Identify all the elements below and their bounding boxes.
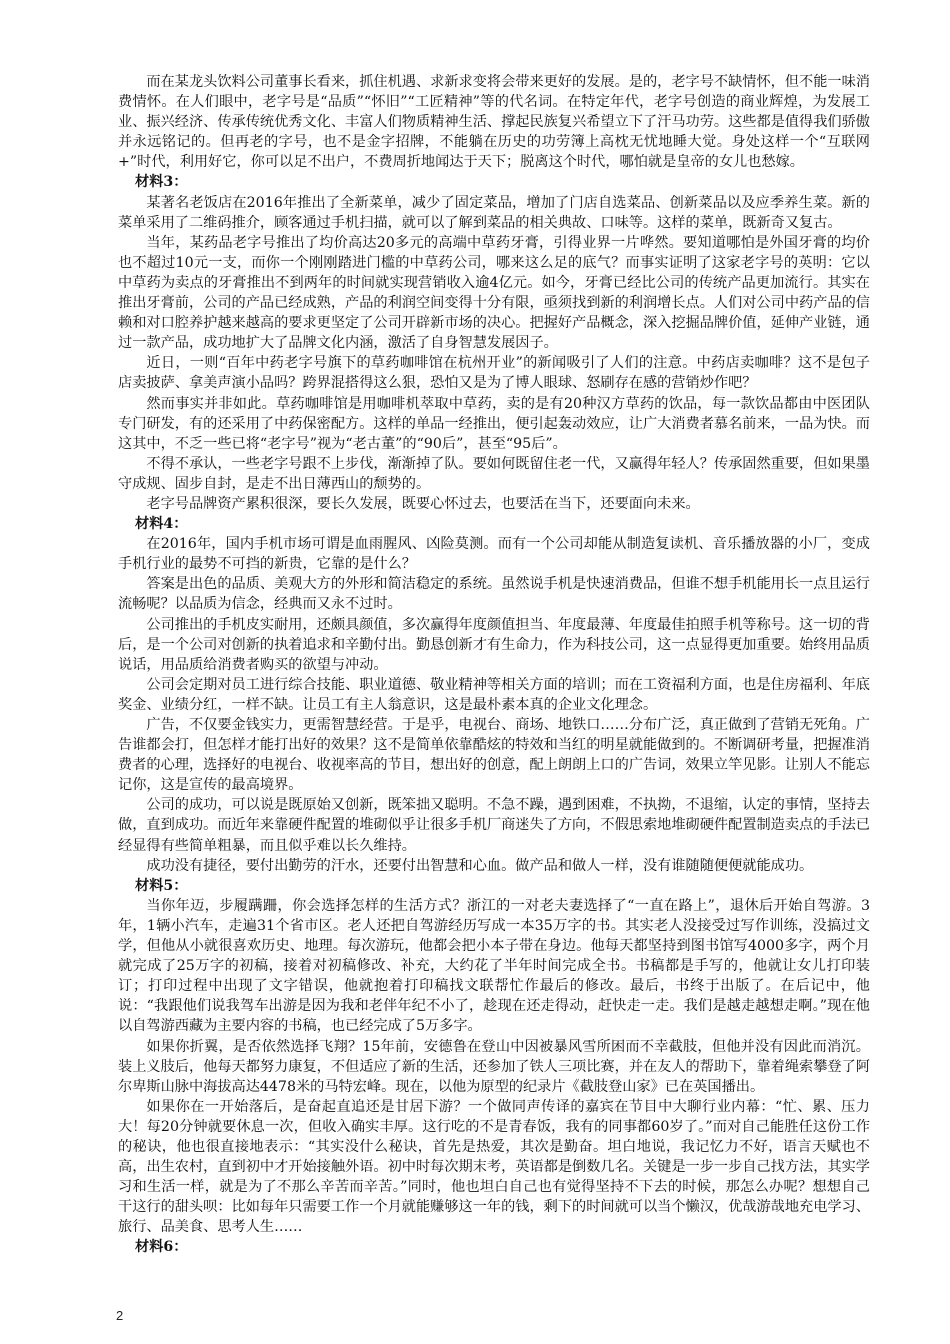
document-body [118, 72, 870, 1258]
paragraph: 某著名老饭店在2016年推出了全新菜单，减少了固定菜品，增加了门店自选菜品、创新菜品以及应季养生菜。新的菜单采用了二维码推介，顾客通过手机扫描，就可以了解到菜品的相关典故、口味等。这样的菜单，既新奇又复古。 [118, 194, 870, 231]
paragraph: 而在某龙头饮料公司董事长看来，抓住机遇、求新求变将会带来更好的发展。是的，老字号不缺情怀，但不能一味消费情怀。在人们眼中，老字号是“品质”“怀旧”“工匠精神”等的代名词。在特定年代，老字号创造的商业辉煌，为发展工业、振兴经济、传承传统优秀文化、丰富人们物质精神生活、撑起民族复兴希望立下了汗马功劳。这些都是值得我们骄傲并永远铭记的。但再老的字号，也不是金字招牌，不能躺在历史的功劳簿上高枕无忧地睡大觉。身处这样一个“互联网+”时代，利用好它，你可以足不出户，不费周折地闻达于天下；脱离这个时代，哪怕就是皇帝的女儿也愁嫁。 [118, 74, 870, 171]
paragraph: 当你年迈，步履蹒跚，你会选择怎样的生活方式？浙江的一对老夫妻选择了“一直在路上”，退休后开始自驾游。3年，1辆小汽车，走遍31个省市区。老人还把自驾游经历写成一本35万字的书。其实老人没接受过写作训练，没搞过文学，但他从小就很喜欢历史、地理。每次游玩，他都会把小本子带在身边。他每天都坚持到图书馆写4000多字，两个月就完成了25万字的初稿，接着对初稿修改、补充，大约花了半年时间完成全书。书稿都是手写的，他就让女儿打印装订；打印过程中出现了文字错误，他就抱着打印稿找文联帮忙作最后的修改。最后，书终于出版了。在后记中，他说：“我跟他们说我驾车出游是因为我和老伴年纪不小了，趁现在还走得动，赶快走一走。我们是越走越想走啊。”现在他以自驾游西藏为主要内容的书稿，也已经完成了5万多字。 [118, 897, 870, 1035]
paragraph: 成功没有捷径，要付出勤劳的汗水，还要付出智慧和心血。做产品和做人一样，没有谁随随便便就能成功。 [146, 857, 814, 874]
paragraph: 当年，某药品老字号推出了均价高达20多元的高端中草药牙膏，引得业界一片哗然。要知道哪怕是外国牙膏的均价也不超过10元一支，而你一个刚刚踏进门槛的中草药公司，哪来这么足的底气？而事实证明了这家老字号的英明：它以中草药为卖点的牙膏推出不到两年的时间就实现营销收入逾4亿元。如今，牙膏已经比公司的传统产品更加流行。其实在推出牙膏前，公司的产品已经成熟，产品的利润空间变得十分有限，亟须找到新的利润增长点。人们对公司中药产品的信赖和对口腔养护越来越高的要求更坚定了公司开辟新市场的决心。把握好产品概念，深入挖掘品牌价值，延伸产业链，通过一款产品，成功地扩大了品牌文化内涵，激活了自身智慧发展因子。 [118, 234, 870, 352]
section-heading: 材料3： [135, 174, 188, 191]
paragraph: 公司的成功，可以说是既原始又创新，既笨拙又聪明。不急不躁，遇到困难，不执拗，不退缩，认定的事情，坚持去做，直到成功。而近年来靠硬件配置的堆砌似乎让很多手机厂商迷失了方向，不假思索地堆砌硬件配置制造卖点的手法已经显得有些简单粗暴，而且似乎难以长久维持。 [118, 797, 870, 854]
section-heading: 材料5： [135, 877, 188, 894]
paragraph: 广告，不仅要金钱实力，更需智慧经营。于是乎，电视台、商场、地铁口……分布广泛，真正做到了营销无死角。广告谁都会打，但怎样才能打出好的效果？这不是简单依靠酷炫的特效和当红的明星就能做到的。不断调研考量，把握准消费者的心理，选择好的电视台、收视率高的节目，想出好的创意，配上朗朗上口的广告词，效果立竿见影。让别人不能忘记你，这是宣传的最高境界。 [118, 717, 870, 794]
page-number: 2 [116, 1308, 124, 1323]
paragraph: 公司会定期对员工进行综合技能、职业道德、敬业精神等相关方面的培训；而在工资福利方面，也是住房福利、年底奖金、业绩分红，一样不缺。让员工有主人翁意识，这是最朴素本真的企业文化理念。 [118, 676, 870, 713]
paragraph: 然而事实并非如此。草药咖啡馆是用咖啡机萃取中草药，卖的是有20种汉方草药的饮品，每一款饮品都由中医团队专门研发，有的还采用了中药保密配方。这样的单品一经推出，便引起轰动效应，让广大消费者慕名前来，一品为快。而这其中，不乏一些已将“老字号”视为“老古董”的“90后”，甚至“95后”。 [118, 395, 870, 452]
paragraph: 近日，一则“百年中药老字号旗下的草药咖啡馆在杭州开业”的新闻吸引了人们的注意。中药店卖咖啡？这不是包子店卖披萨、拿美声演小品吗？跨界混搭得这么狠，恐怕又是为了博人眼球、怒刷存在感的营销炒作吧？ [118, 355, 870, 392]
paragraph: 公司推出的手机皮实耐用，还颇具颜值，多次赢得年度颜值担当、年度最薄、年度最佳拍照手机等称号。这一切的背后，是一个公司对创新的执着追求和辛勤付出。勤恳创新才有生命力，作为科技公司，这一点显得更加重要。始终用品质说话，用品质给消费者购买的欲望与冲动。 [118, 616, 870, 673]
paragraph: 答案是出色的品质、美观大方的外形和简洁稳定的系统。虽然说手机是快速消费品，但谁不想手机能用长一点且运行流畅呢？以品质为信念，经典而又永不过时。 [118, 576, 870, 613]
paragraph: 在2016年，国内手机市场可谓是血雨腥风、凶险莫测。而有一个公司却能从制造复读机、音乐播放器的小厂，变成手机行业的最势不可挡的新贵，它靠的是什么？ [118, 536, 870, 573]
section-heading: 材料4： [135, 516, 188, 533]
paragraph: 如果你折翼，是否依然选择飞翔？15年前，安德鲁在登山中因被暴风雪所困而不幸截肢，但他并没有因此而消沉。装上义肢后，他每天都努力康复，不但适应了新的生活，还参加了铁人三项比赛，并在友人的帮助下，靠着绳索攀登了阿尔卑斯山脉中海拔高达4478米的马特宏峰。现在，以他为原型的纪录片《截肢登山家》已在英国播出。 [118, 1038, 870, 1095]
section-heading: 材料6： [135, 1239, 188, 1256]
paragraph: 老字号品牌资产累积很深，要长久发展，既要心怀过去，也要活在当下，还要面向未来。 [146, 495, 700, 512]
paragraph: 不得不承认，一些老字号跟不上步伐，渐渐掉了队。要如何既留住老一代，又赢得年轻人？传承固然重要，但如果墨守成规、固步自封，是走不出日薄西山的颓势的。 [118, 455, 870, 492]
paragraph: 如果你在一开始落后，是奋起直追还是甘居下游？一个做同声传译的嘉宾在节目中大聊行业内幕：“忙、累、压力大！每20分钟就要休息一次，但收入确实丰厚。这行吃的不是青春饭，我有的同事都60岁了。”而对自己能胜任这份工作的秘诀，他也很直接地表示：“其实没什么秘诀，首先是热爱，其次是勤奋。坦白地说，我记忆力不好，语言天赋也不高，出生农村，直到初中才开始接触外语。初中时每次期末考，英语都是倒数几名。关键是一步一步自己找方法，其实学习和生活一样，就是为了不那么辛苦而辛苦。”同时，他也坦白自己也有觉得坚持不下去的时候，那怎么办呢？想想自己干这行的甜头呗：比如每年只需要工作一个月就能赚够这一年的钱，剩下的时间就可以当个懒汉，优哉游哉地充电学习、旅行、品美食、思考人生…… [118, 1098, 870, 1236]
